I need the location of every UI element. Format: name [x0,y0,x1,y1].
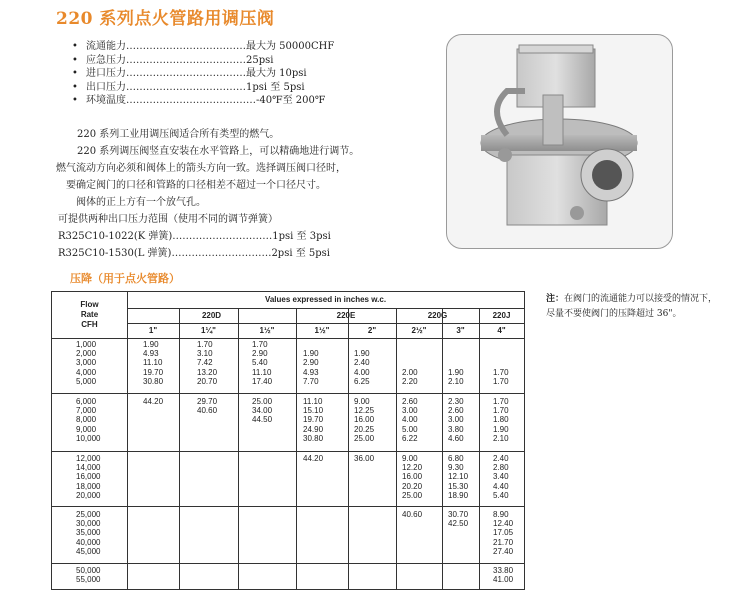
note-label: 注： [546,294,565,304]
flow-block: 25,000 30,000 35,000 40,000 45,000 [76,510,101,556]
pressure-drop-title: 压降（用于点火管路） [70,272,180,285]
spec-value: -40℉至 200℉ [256,95,326,107]
size-header: 3" [456,326,465,335]
paragraph-flow-direction: 燃气流动方向必须和阀体上的箭头方向一致。选择调压阀口径时， [56,163,346,174]
spec-label: 流通能力……………………………… [86,41,246,52]
value-block: 2.00 2.20 [402,367,418,386]
value-block: 25.00 34.00 44.50 [252,397,273,425]
group-220g: 220G [427,311,448,320]
page-title: 220 系列点火管路用调压阀 [56,9,275,29]
spec-item [72,81,334,95]
spec-value: 最大为 10psi [246,68,307,80]
value-block: 1.70 1.70 [493,367,509,386]
spring-k-line: R325C10-1022(K 弹簧)…………………………1psi 至 3psi [58,231,331,242]
spring-l-line: R325C10-1530(L 弹簧)…………………………2psi 至 5psi [58,248,330,259]
paragraph-spring-ranges: 可提供两种出口压力范围（使用不同的调节弹簧） [58,214,278,225]
regulator-photo [446,34,673,249]
paragraph-sizing: 要确定阀门的口径和管路的口径相差不超过一个口径尺寸。 [66,180,326,191]
size-header: 4" [497,326,506,335]
spec-label: 应急压力……………………………… [86,54,246,66]
value-block: 44.20 [143,397,164,406]
size-header: 1½" [314,326,330,335]
spec-value: 1psi 至 5psi [246,81,305,93]
note [546,292,726,322]
spec-item [72,54,334,68]
spec-value: 25psi [246,54,274,66]
size-header: 1½" [259,326,275,335]
value-block: 40.60 [402,510,423,519]
flow-block: 6,000 7,000 8,000 9,000 10,000 [76,397,101,443]
value-block: 33.80 41.00 [493,566,514,585]
value-block: 2.60 3.00 4.00 5.00 6.22 [402,397,418,443]
value-block: 11.10 15.10 19.70 24.90 30.80 [303,397,324,443]
value-block: 2.40 2.80 3.40 4.40 5.40 [493,454,509,500]
values-header: Values expressed in inches w.c. [264,295,387,304]
value-block: 1.70 3.10 7.42 13.20 20.70 [197,340,218,386]
size-header: 1" [148,326,158,335]
value-block: 1.70 2.90 5.40 11.10 17.40 [252,340,273,386]
value-block: 29.70 40.60 [197,397,218,416]
value-block: 30.70 42.50 [448,510,469,529]
regulator-image [447,35,672,248]
value-block: 1.70 1.70 1.80 1.90 2.10 [493,397,509,443]
spec-list [72,40,334,108]
flow-block: 1,000 2,000 3,000 4,000 5,000 [76,340,97,386]
flow-block: 50,000 55,000 [76,566,101,585]
note-text: 在阀门的流通能力可以接受的情况下，尽量不要使阀门的压降超过 36"。 [546,294,718,319]
value-block: 9.00 12.20 16.00 20.20 25.00 [402,454,423,500]
paragraph-gas-types: 220 系列工业用调压阀适合所有类型的燃气。 [77,129,280,140]
size-header: 1¼" [201,326,216,335]
spec-label: 出口压力……………………………… [86,81,246,93]
value-block: 44.20 [303,454,324,463]
value-block: 1.90 2.10 [448,367,464,386]
spec-item [72,67,334,81]
value-block: 36.00 [354,454,375,463]
pressure-drop-table [51,291,525,590]
spec-item [72,94,334,108]
value-block: 8.90 12.40 17.05 21.70 27.40 [493,510,514,556]
paragraph-installation: 220 系列调压阀竖直安装在水平管路上，可以精确地进行调节。 [77,146,360,157]
flow-block: 12,000 14,000 16,000 18,000 20,000 [76,454,101,500]
value-block: 2.30 2.60 3.00 3.80 4.60 [448,397,464,443]
spec-value: 最大为 50000CHF [246,41,335,52]
size-header: 2½" [411,326,427,335]
group-220e: 220E [336,311,356,320]
flow-rate-header: Flow Rate CFH [80,300,99,329]
value-block: 1.90 2.90 4.93 7.70 [303,349,319,386]
value-block: 6.80 9.30 12.10 15.30 18.90 [448,454,469,500]
group-220d: 220D [201,311,222,320]
value-block: 9.00 12.25 16.00 20.25 25.00 [354,397,375,443]
spec-item [72,40,334,54]
spec-label: 环境温度………………………………… [86,95,256,107]
paragraph-vent: 阀体的正上方有一个放气孔。 [76,197,206,208]
value-block: 1.90 2.40 4.00 6.25 [354,349,370,386]
size-header: 2" [367,326,377,335]
spec-label: 进口压力……………………………… [86,68,246,80]
group-220j: 220J [492,311,511,320]
value-block: 1.90 4.93 11.10 19.70 30.80 [143,340,164,386]
